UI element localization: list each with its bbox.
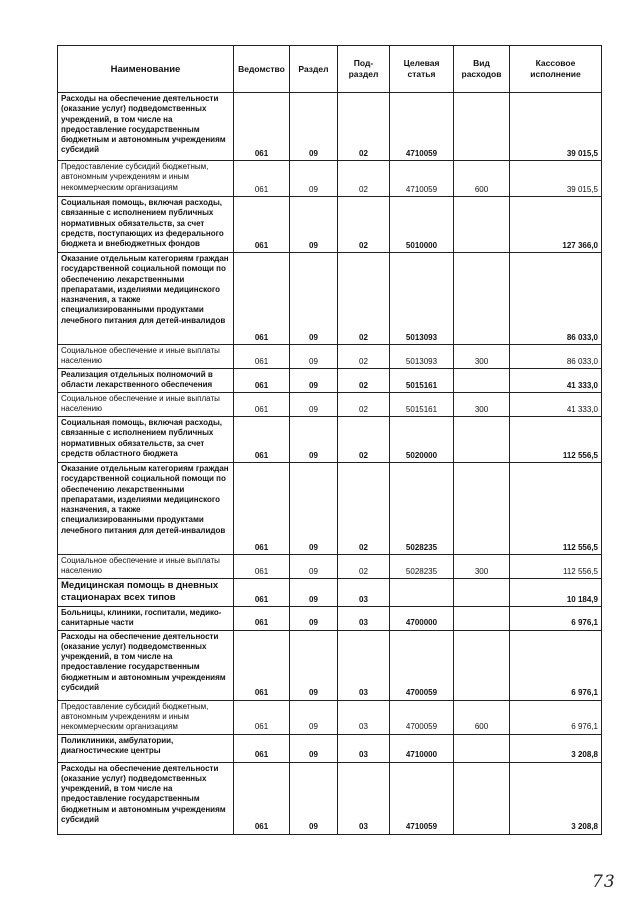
row-tselevaya-statya: 4710059 xyxy=(390,161,454,197)
row-podrazdel: 02 xyxy=(338,197,390,253)
row-vid-raskhodov xyxy=(454,463,510,555)
row-podrazdel: 03 xyxy=(338,607,390,631)
row-podrazdel: 02 xyxy=(338,555,390,579)
header-podrazdel: Под- раздел xyxy=(338,46,390,93)
table-row xyxy=(58,734,602,762)
row-podrazdel: 02 xyxy=(338,161,390,197)
row-tselevaya-statya: 5013093 xyxy=(390,253,454,345)
table-body xyxy=(58,93,602,835)
row-amount: 86 033,0 xyxy=(510,253,602,345)
row-vid-raskhodov xyxy=(454,197,510,253)
row-razdel: 09 xyxy=(290,734,338,762)
row-vedomstvo: 061 xyxy=(234,579,290,607)
row-amount: 6 976,1 xyxy=(510,700,602,734)
row-name: Социальное обеспечение и иные выплаты населению xyxy=(58,345,234,369)
row-podrazdel: 03 xyxy=(338,700,390,734)
row-vedomstvo: 061 xyxy=(234,93,290,161)
row-name: Расходы на обеспечение деятельности (оказание услуг) подведомственных учреждений, в том числе на предоставление государственным бюджетным и автономным учреждениям субсидий xyxy=(58,93,234,161)
row-amount: 112 556,5 xyxy=(510,417,602,463)
row-name: Реализация отдельных полномочий в области лекарственного обеспечения xyxy=(58,369,234,393)
row-tselevaya-statya: 5013093 xyxy=(390,345,454,369)
row-amount: 10 184,9 xyxy=(510,579,602,607)
row-vid-raskhodov xyxy=(454,417,510,463)
row-podrazdel: 02 xyxy=(338,369,390,393)
row-razdel: 09 xyxy=(290,253,338,345)
row-vid-raskhodov xyxy=(454,93,510,161)
row-name: Оказание отдельным категориям граждан государственной социальной помощи по обеспечению лекарственными препаратами, изделиями медицинского назначения, а также специализированными продуктами лечебного питания для детей-инвалидов xyxy=(58,463,234,555)
row-vid-raskhodov xyxy=(454,630,510,700)
budget-table xyxy=(57,45,602,835)
row-tselevaya-statya: 5028235 xyxy=(390,555,454,579)
row-vedomstvo: 061 xyxy=(234,345,290,369)
header-tselevaya-statya: Целевая статья xyxy=(390,46,454,93)
row-tselevaya-statya: 5015161 xyxy=(390,369,454,393)
row-amount: 39 015,5 xyxy=(510,161,602,197)
header-kassovoe-ispolnenie: Кассовое исполнение xyxy=(510,46,602,93)
row-razdel: 09 xyxy=(290,345,338,369)
table-row xyxy=(58,197,602,253)
table-row xyxy=(58,93,602,161)
row-podrazdel: 02 xyxy=(338,345,390,369)
row-vid-raskhodov xyxy=(454,369,510,393)
row-razdel: 09 xyxy=(290,197,338,253)
row-podrazdel: 02 xyxy=(338,417,390,463)
row-razdel: 09 xyxy=(290,607,338,631)
row-name: Социальная помощь, включая расходы, связанные с исполнением публичных нормативных обязательств, за счет средств областного бюджета xyxy=(58,417,234,463)
row-vid-raskhodov xyxy=(454,734,510,762)
row-tselevaya-statya xyxy=(390,579,454,607)
row-razdel: 09 xyxy=(290,762,338,834)
row-name: Предоставление субсидий бюджетным, автономным учреждениям и иным некоммерческим организациям xyxy=(58,161,234,197)
row-vedomstvo: 061 xyxy=(234,253,290,345)
table-row xyxy=(58,463,602,555)
row-vid-raskhodov xyxy=(454,253,510,345)
row-name: Социальное обеспечение и иные выплаты населению xyxy=(58,555,234,579)
row-razdel: 09 xyxy=(290,393,338,417)
header-razdel: Раздел xyxy=(290,46,338,93)
row-vid-raskhodov xyxy=(454,762,510,834)
row-amount: 112 556,5 xyxy=(510,555,602,579)
table-header-row xyxy=(58,46,602,93)
row-amount: 127 366,0 xyxy=(510,197,602,253)
row-razdel: 09 xyxy=(290,463,338,555)
row-tselevaya-statya: 4710000 xyxy=(390,734,454,762)
row-podrazdel: 02 xyxy=(338,93,390,161)
row-podrazdel: 02 xyxy=(338,393,390,417)
row-name: Медицинская помощь в дневных стационарах всех типов xyxy=(58,579,234,607)
row-podrazdel: 02 xyxy=(338,463,390,555)
row-vedomstvo: 061 xyxy=(234,161,290,197)
row-razdel: 09 xyxy=(290,630,338,700)
row-vedomstvo: 061 xyxy=(234,393,290,417)
row-tselevaya-statya: 5015161 xyxy=(390,393,454,417)
row-vid-raskhodov: 600 xyxy=(454,700,510,734)
row-vid-raskhodov xyxy=(454,607,510,631)
row-razdel: 09 xyxy=(290,417,338,463)
table-row xyxy=(58,417,602,463)
row-name: Расходы на обеспечение деятельности (оказание услуг) подведомственных учреждений, в том числе на предоставление государственным бюджетным и автономным учреждениям субсидий xyxy=(58,762,234,834)
row-vid-raskhodov: 600 xyxy=(454,161,510,197)
row-amount: 6 976,1 xyxy=(510,630,602,700)
table-row xyxy=(58,579,602,607)
table-row xyxy=(58,607,602,631)
row-vedomstvo: 061 xyxy=(234,734,290,762)
table-row xyxy=(58,345,602,369)
row-name: Больницы, клиники, госпитали, медико-санитарные части xyxy=(58,607,234,631)
row-vid-raskhodov: 300 xyxy=(454,393,510,417)
row-tselevaya-statya: 5028235 xyxy=(390,463,454,555)
table-row xyxy=(58,630,602,700)
row-vedomstvo: 061 xyxy=(234,463,290,555)
row-amount: 3 208,8 xyxy=(510,734,602,762)
row-vid-raskhodov: 300 xyxy=(454,555,510,579)
row-vedomstvo: 061 xyxy=(234,369,290,393)
row-amount: 86 033,0 xyxy=(510,345,602,369)
row-razdel: 09 xyxy=(290,700,338,734)
row-name: Предоставление субсидий бюджетным, автономным учреждениям и иным некоммерческим организациям xyxy=(58,700,234,734)
row-tselevaya-statya: 5010000 xyxy=(390,197,454,253)
header-vedomstvo: Ведомство xyxy=(234,46,290,93)
row-vedomstvo: 061 xyxy=(234,762,290,834)
table-row xyxy=(58,762,602,834)
table-row xyxy=(58,253,602,345)
row-amount: 41 333,0 xyxy=(510,369,602,393)
row-vedomstvo: 061 xyxy=(234,197,290,253)
row-vedomstvo: 061 xyxy=(234,555,290,579)
row-amount: 112 556,5 xyxy=(510,463,602,555)
row-vedomstvo: 061 xyxy=(234,700,290,734)
row-tselevaya-statya: 4700059 xyxy=(390,700,454,734)
row-tselevaya-statya: 4700000 xyxy=(390,607,454,631)
row-podrazdel: 03 xyxy=(338,762,390,834)
row-razdel: 09 xyxy=(290,161,338,197)
row-tselevaya-statya: 4700059 xyxy=(390,630,454,700)
row-podrazdel: 03 xyxy=(338,630,390,700)
row-vid-raskhodov: 300 xyxy=(454,345,510,369)
row-amount: 39 015,5 xyxy=(510,93,602,161)
row-vid-raskhodov xyxy=(454,579,510,607)
row-name: Социальное обеспечение и иные выплаты населению xyxy=(58,393,234,417)
row-razdel: 09 xyxy=(290,93,338,161)
table-row xyxy=(58,700,602,734)
row-name: Социальная помощь, включая расходы, связанные с исполнением публичных нормативных обязательств, за счет средств, поступающих из федерального бюджета и внебюджетных фондов xyxy=(58,197,234,253)
table-row xyxy=(58,393,602,417)
header-vid-raskhodov: Вид расходов xyxy=(454,46,510,93)
header-name: Наименование xyxy=(58,46,234,93)
table-row xyxy=(58,555,602,579)
page-number: 73 xyxy=(592,872,616,892)
row-razdel: 09 xyxy=(290,579,338,607)
row-razdel: 09 xyxy=(290,555,338,579)
row-podrazdel: 03 xyxy=(338,579,390,607)
row-tselevaya-statya: 4710059 xyxy=(390,762,454,834)
row-vedomstvo: 061 xyxy=(234,417,290,463)
row-amount: 3 208,8 xyxy=(510,762,602,834)
row-podrazdel: 03 xyxy=(338,734,390,762)
row-podrazdel: 02 xyxy=(338,253,390,345)
row-razdel: 09 xyxy=(290,369,338,393)
row-tselevaya-statya: 5020000 xyxy=(390,417,454,463)
row-amount: 41 333,0 xyxy=(510,393,602,417)
table-row xyxy=(58,369,602,393)
row-tselevaya-statya: 4710059 xyxy=(390,93,454,161)
row-vedomstvo: 061 xyxy=(234,630,290,700)
row-amount: 6 976,1 xyxy=(510,607,602,631)
row-name: Поликлиники, амбулатории, диагностические центры xyxy=(58,734,234,762)
row-name: Расходы на обеспечение деятельности (оказание услуг) подведомственных учреждений, в том числе на предоставление государственным бюджетным и автономным учреждениям субсидий xyxy=(58,630,234,700)
table-row xyxy=(58,161,602,197)
row-vedomstvo: 061 xyxy=(234,607,290,631)
row-name: Оказание отдельным категориям граждан государственной социальной помощи по обеспечению лекарственными препаратами, изделиями медицинского назначения, а также специализированными продуктами лечебного питания для детей-инвалидов xyxy=(58,253,234,345)
